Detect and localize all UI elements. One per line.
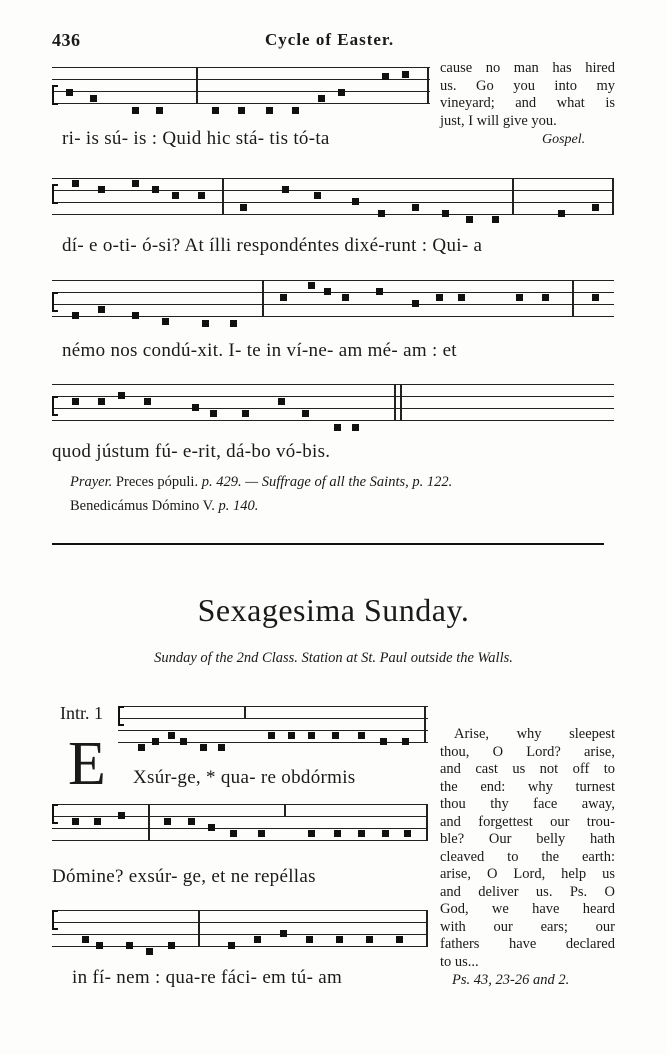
prayer-label: Prayer. <box>70 474 113 490</box>
staff-4 <box>52 384 614 424</box>
introit-line-12: with our ears; our <box>440 918 615 935</box>
introit-lyrics-line3: in fí- nem : qua-re fáci- em tú- am <box>72 967 343 988</box>
staff-3 <box>52 280 614 320</box>
chant1-lyrics-line1: ri- is sú- is : Quid hic stá- tis tó-ta <box>62 128 330 149</box>
psalm-reference: Ps. 43, 23-26 and 2. <box>452 972 570 988</box>
chant1-lyrics-line3: némo nos condú-xit. I- te in ví-ne- am mé- am : et <box>62 340 457 361</box>
running-title: Cycle of Easter. <box>265 30 395 49</box>
prayer-text: Preces pópuli. <box>115 474 199 490</box>
introit-line-1: Arise, why sleepest <box>454 726 615 742</box>
introit-line-13: fathers have declared <box>440 936 615 952</box>
suffrage-ref: Suffrage of all the Saints, p. 122. <box>261 474 453 490</box>
introit-line-8: cleaved to the earth: <box>440 848 615 865</box>
introit-translation <box>440 726 615 971</box>
introit-line-11: God, we have heard <box>440 901 615 917</box>
gospel-translation <box>440 60 615 130</box>
prayer-line-1 <box>70 474 452 491</box>
benedicamus-page-ref: p. 140. <box>218 498 259 514</box>
introit-initial: E <box>68 730 106 798</box>
gospel-line-1: cause no man has hired <box>440 60 615 76</box>
introit-line-2: thou, O Lord? arise, <box>440 743 615 760</box>
staff-1 <box>52 67 430 107</box>
staff-2 <box>52 178 614 218</box>
introit-lyrics-line1: Xsúr-ge, * qua- re obdórmis <box>133 767 356 788</box>
prayer-line-2 <box>70 498 258 515</box>
gospel-line-2: us. Go you into my <box>440 77 615 94</box>
introit-line-3: and cast us not off to <box>440 761 615 777</box>
gospel-line-4: just, I will give you. <box>440 112 557 129</box>
introit-line-7: ble? Our belly hath <box>440 831 615 847</box>
gospel-line-3: vineyard; and what is <box>440 95 615 111</box>
gospel-label: Gospel. <box>542 132 586 147</box>
section-subtitle: Sunday of the 2nd Class. Station at St. Paul outside the Walls. <box>154 650 513 666</box>
prayer-page-ref: p. 429. — <box>201 474 259 490</box>
introit-staff-2 <box>52 804 428 844</box>
introit-staff-3 <box>52 910 428 950</box>
introit-line-4: the end: why turnest <box>440 778 615 795</box>
benedicamus-text: Benedicámus Dómino V. <box>70 498 215 514</box>
section-title: Sexagesima Sunday. <box>197 592 470 628</box>
introit-line-9: arise, O Lord, help us <box>440 866 615 882</box>
introit-label: Intr. 1 <box>60 703 103 723</box>
section-divider <box>52 543 604 545</box>
chant1-lyrics-line4: quod jústum fú- e-rit, dá-bo vó-bis. <box>52 441 331 462</box>
chant1-lyrics-line2: dí- e o-ti- ó-si? At ílli respondéntes dixé-runt : Qui- a <box>62 235 483 256</box>
introit-staff-1 <box>118 706 428 746</box>
introit-line-6: and forgettest our trou- <box>440 813 615 830</box>
page-number: 436 <box>52 30 81 50</box>
introit-line-14: to us... <box>440 953 479 970</box>
introit-line-5: thou thy face away, <box>440 796 615 812</box>
introit-line-10: and deliver us. Ps. O <box>440 883 615 900</box>
introit-lyrics-line2: Dómine? exsúr- ge, et ne repéllas <box>52 866 316 887</box>
